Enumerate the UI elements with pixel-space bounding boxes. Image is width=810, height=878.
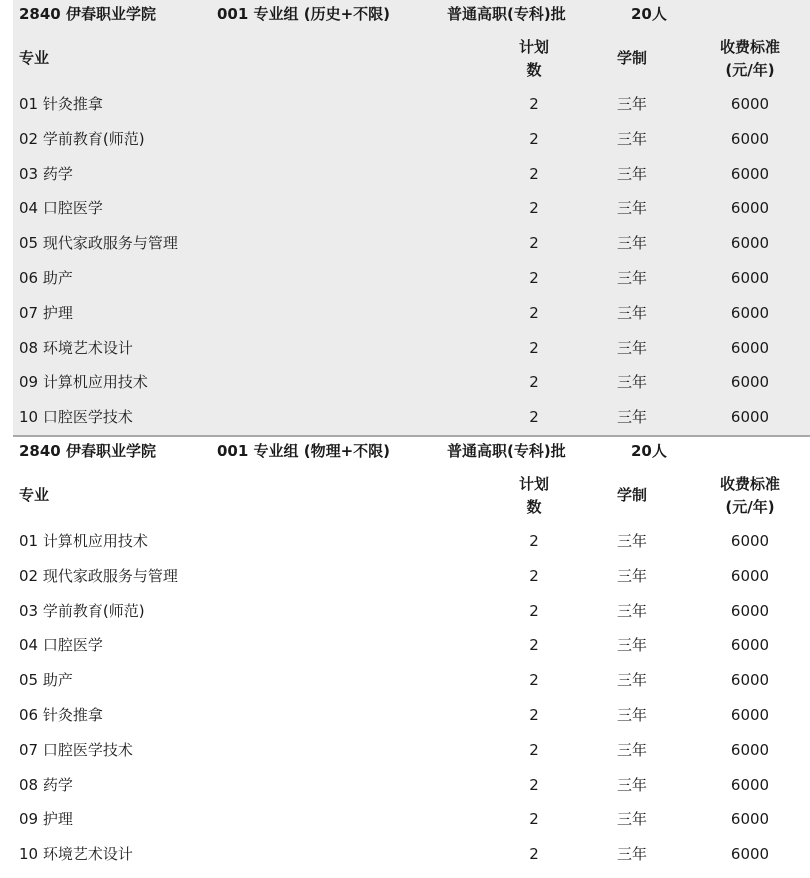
major-list (13, 87, 810, 435)
tuition-fee: 6000 (730, 705, 770, 724)
major-name: 08 药学 (19, 775, 73, 794)
major-name: 02 学前教育(师范) (19, 129, 145, 148)
major-name: 10 环境艺术设计 (19, 845, 133, 864)
plan-count: 2 (529, 532, 539, 550)
table-row (13, 226, 810, 261)
batch-name: 普通高职(专科)批 (447, 442, 566, 460)
plan-count: 2 (529, 303, 539, 322)
table-row (13, 296, 810, 331)
column-plan: 计划 数 (518, 38, 549, 79)
column-years: 学制 (616, 49, 647, 67)
tuition-fee: 6000 (730, 303, 770, 322)
column-fee: 收费标准 (元/年) (719, 475, 780, 516)
study-years: 三年 (616, 775, 647, 794)
column-header (13, 34, 810, 84)
study-years: 三年 (616, 601, 647, 620)
tuition-fee: 6000 (730, 338, 770, 357)
study-years: 三年 (616, 199, 647, 218)
study-years: 三年 (616, 705, 647, 724)
study-years: 三年 (616, 338, 647, 357)
table-row (13, 837, 810, 872)
tuition-fee: 6000 (730, 268, 770, 287)
column-major: 专业 (19, 486, 50, 504)
tuition-fee: 6000 (730, 671, 770, 690)
study-years: 三年 (616, 234, 647, 253)
tuition-fee: 6000 (730, 373, 770, 392)
study-years: 三年 (616, 671, 647, 690)
major-name: 07 护理 (19, 303, 73, 322)
table-row (13, 400, 810, 435)
major-name: 09 计算机应用技术 (19, 373, 148, 392)
enrollment-count: 20人 (631, 5, 667, 23)
column-major: 专业 (19, 49, 50, 67)
enrollment-count: 20人 (631, 442, 667, 460)
study-years: 三年 (616, 373, 647, 392)
group-name: 001 专业组 (历史+不限) (217, 5, 391, 23)
table-row (13, 663, 810, 698)
tuition-fee: 6000 (730, 95, 770, 113)
table-row (13, 559, 810, 594)
table-row (13, 331, 810, 366)
tuition-fee: 6000 (730, 636, 770, 655)
major-name: 03 学前教育(师范) (19, 601, 145, 620)
plan-count: 2 (529, 636, 539, 655)
major-name: 01 计算机应用技术 (19, 532, 148, 550)
plan-count: 2 (529, 338, 539, 357)
plan-count: 2 (529, 234, 539, 253)
batch-name: 普通高职(专科)批 (447, 5, 566, 23)
plan-count: 2 (529, 164, 539, 183)
table-row (13, 698, 810, 733)
tuition-fee: 6000 (730, 566, 770, 585)
table-row (13, 365, 810, 400)
table-row (13, 733, 810, 768)
plan-count: 2 (529, 566, 539, 585)
tuition-fee: 6000 (730, 408, 770, 427)
plan-count: 2 (529, 705, 539, 724)
school-name: 2840 伊春职业学院 (19, 5, 156, 23)
plan-count: 2 (529, 810, 539, 829)
study-years: 三年 (616, 532, 647, 550)
plan-count: 2 (529, 408, 539, 427)
study-years: 三年 (616, 164, 647, 183)
plan-count: 2 (529, 845, 539, 864)
study-years: 三年 (616, 845, 647, 864)
school-name: 2840 伊春职业学院 (19, 442, 156, 460)
table-row (13, 261, 810, 296)
table-row (13, 768, 810, 803)
plan-count: 2 (529, 129, 539, 148)
plan-count: 2 (529, 740, 539, 759)
plan-count: 2 (529, 671, 539, 690)
group-block-history[interactable] (13, 0, 810, 437)
plan-count: 2 (529, 199, 539, 218)
major-name: 04 口腔医学 (19, 199, 103, 218)
table-row (13, 628, 810, 663)
tuition-fee: 6000 (730, 810, 770, 829)
plan-count: 2 (529, 373, 539, 392)
major-name: 06 针灸推拿 (19, 705, 103, 724)
study-years: 三年 (616, 740, 647, 759)
column-years: 学制 (616, 486, 647, 504)
table-row (13, 524, 810, 559)
study-years: 三年 (616, 636, 647, 655)
tuition-fee: 6000 (730, 740, 770, 759)
tuition-fee: 6000 (730, 234, 770, 253)
major-name: 10 口腔医学技术 (19, 408, 133, 427)
table-row (13, 802, 810, 837)
major-name: 04 口腔医学 (19, 636, 103, 655)
table-row (13, 157, 810, 192)
plan-count: 2 (529, 95, 539, 113)
major-name: 03 药学 (19, 164, 73, 183)
study-years: 三年 (616, 268, 647, 287)
tuition-fee: 6000 (730, 199, 770, 218)
table-row (13, 122, 810, 157)
major-name: 02 现代家政服务与管理 (19, 566, 178, 585)
study-years: 三年 (616, 95, 647, 113)
column-plan: 计划 数 (518, 475, 549, 516)
table-row (13, 594, 810, 629)
tuition-fee: 6000 (730, 532, 770, 550)
study-years: 三年 (616, 129, 647, 148)
table-row (13, 191, 810, 226)
tuition-fee: 6000 (730, 129, 770, 148)
group-block-physics[interactable] (13, 437, 810, 878)
study-years: 三年 (616, 810, 647, 829)
major-list (13, 524, 810, 872)
major-name: 08 环境艺术设计 (19, 338, 133, 357)
group-name: 001 专业组 (物理+不限) (217, 442, 391, 460)
major-name: 07 口腔医学技术 (19, 740, 133, 759)
major-name: 05 现代家政服务与管理 (19, 234, 178, 253)
major-name: 05 助产 (19, 671, 73, 690)
tuition-fee: 6000 (730, 601, 770, 620)
plan-count: 2 (529, 601, 539, 620)
tuition-fee: 6000 (730, 775, 770, 794)
tuition-fee: 6000 (730, 845, 770, 864)
plan-count: 2 (529, 775, 539, 794)
major-name: 06 助产 (19, 268, 73, 287)
major-name: 09 护理 (19, 810, 73, 829)
column-header (13, 471, 810, 521)
table-row (13, 87, 810, 122)
major-name: 01 针灸推拿 (19, 95, 103, 113)
tuition-fee: 6000 (730, 164, 770, 183)
study-years: 三年 (616, 408, 647, 427)
plan-count: 2 (529, 268, 539, 287)
column-fee: 收费标准 (元/年) (719, 38, 780, 79)
study-years: 三年 (616, 566, 647, 585)
study-years: 三年 (616, 303, 647, 322)
